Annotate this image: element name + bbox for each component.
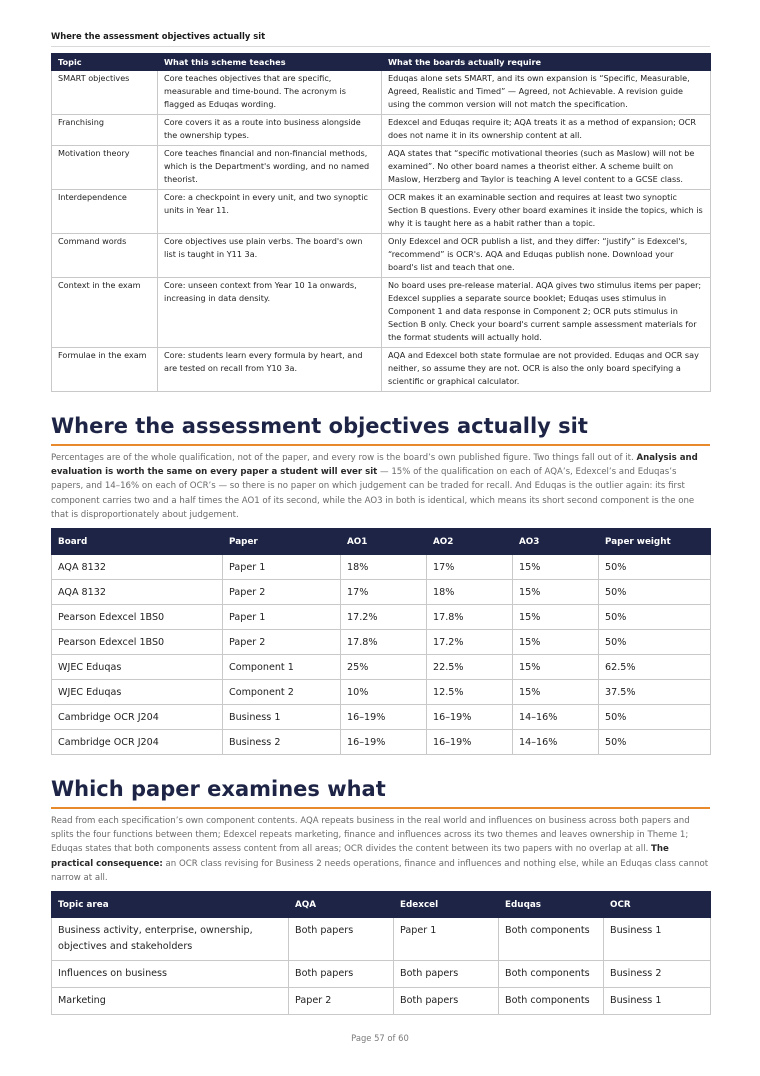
ao3-cell: 15% — [513, 680, 599, 705]
topic-cell: Context in the exam — [52, 278, 158, 348]
table-row — [52, 918, 711, 961]
column-header-topic-area: Topic area — [52, 892, 289, 918]
column-header-aqa: AQA — [289, 892, 394, 918]
column-header-paper: Paper — [223, 529, 341, 555]
column-header-topic: Topic — [52, 54, 158, 71]
board-cell: Cambridge OCR J204 — [52, 705, 223, 730]
ao3-cell: 15% — [513, 555, 599, 580]
ao3-cell: 15% — [513, 655, 599, 680]
table-row — [52, 555, 711, 580]
table-row — [52, 655, 711, 680]
boards-cell: Only Edexcel and OCR publish a list, and they differ: “justify” is Edexcel's, “recommend” is OCR's. AQA and Eduqas publish none. Download your board's list and teach that one. — [382, 234, 711, 278]
ocr-cell: Business 1 — [604, 918, 711, 961]
table-row — [52, 630, 711, 655]
paper-cell: Paper 1 — [223, 555, 341, 580]
column-header-ocr: OCR — [604, 892, 711, 918]
column-header-board: Board — [52, 529, 223, 555]
topic-cell: Command words — [52, 234, 158, 278]
topic-cell: Franchising — [52, 115, 158, 146]
column-header-paper-weight: Paper weight — [599, 529, 711, 555]
ao1-cell: 18% — [341, 555, 427, 580]
scheme-cell: Core: unseen context from Year 10 1a onwards, increasing in data density. — [158, 278, 382, 348]
table-header-row — [52, 54, 711, 71]
eduqas-cell: Both components — [499, 988, 604, 1015]
paper-cell: Business 1 — [223, 705, 341, 730]
ao2-cell: 18% — [427, 580, 513, 605]
table-header-row — [52, 529, 711, 555]
aqa-cell: Both papers — [289, 961, 394, 988]
column-header-scheme: What this scheme teaches — [158, 54, 382, 71]
paper-weight-cell: 50% — [599, 705, 711, 730]
paper-cell: Business 2 — [223, 730, 341, 755]
paper-weight-cell: 50% — [599, 580, 711, 605]
paper-cell: Component 1 — [223, 655, 341, 680]
eduqas-cell: Both components — [499, 918, 604, 961]
paper-cell: Paper 1 — [223, 605, 341, 630]
ocr-cell: Business 2 — [604, 961, 711, 988]
aqa-cell: Both papers — [289, 918, 394, 961]
paper-weight-cell: 50% — [599, 730, 711, 755]
topic-cell: Motivation theory — [52, 146, 158, 190]
column-header-edexcel: Edexcel — [394, 892, 499, 918]
table-row — [52, 234, 711, 278]
papers-section — [51, 777, 710, 1015]
topic-cell: Formulae in the exam — [52, 348, 158, 392]
table-row — [52, 961, 711, 988]
paper-cell: Paper 2 — [223, 630, 341, 655]
ao1-cell: 16–19% — [341, 705, 427, 730]
topic-area-cell: Marketing — [52, 988, 289, 1015]
board-cell: Pearson Edexcel 1BS0 — [52, 605, 223, 630]
table-row — [52, 605, 711, 630]
ao1-cell: 17.8% — [341, 630, 427, 655]
boards-cell: AQA states that “specific motivational theories (such as Maslow) will not be examined”. No other board names a theorist either. A scheme built on Maslow, Herzberg and Taylor is teaching A level content to a GCSE class. — [382, 146, 711, 190]
ao2-cell: 17.2% — [427, 630, 513, 655]
paper-weight-cell: 50% — [599, 555, 711, 580]
ao3-cell: 15% — [513, 580, 599, 605]
ao1-cell: 25% — [341, 655, 427, 680]
topic-cell: Interdependence — [52, 190, 158, 234]
topic-area-cell: Business activity, enterprise, ownership, objectives and stakeholders — [52, 918, 289, 961]
ao2-cell: 17% — [427, 555, 513, 580]
scheme-cell: Core teaches objectives that are specific, measurable and time-bound. The acronym is flagged as Eduqas wording. — [158, 71, 382, 115]
topic-cell: SMART objectives — [52, 71, 158, 115]
papers-intro-text-continued: an OCR class revising for Business 2 needs operations, finance and influences and nothing else, while an Eduqas class cannot narrow at all. — [51, 858, 709, 883]
assessment-objectives-table — [51, 528, 711, 755]
edexcel-cell: Both papers — [394, 988, 499, 1015]
board-cell: Cambridge OCR J204 — [52, 730, 223, 755]
scheme-cell: Core: a checkpoint in every unit, and two synoptic units in Year 11. — [158, 190, 382, 234]
table-row — [52, 705, 711, 730]
ao1-cell: 10% — [341, 680, 427, 705]
table-row — [52, 988, 711, 1015]
papers-intro-text: Read from each specification’s own component contents. AQA repeats business in the real world and influences on business across both papers and splits the four functions between them; Edexcel repeats marketing, finance and influences across its two themes and leaves ownership in Theme 1; Eduqas states that both components assess content from all areas; OCR divides the content between its two papers with no overlap at all. — [51, 816, 690, 855]
ao1-cell: 16–19% — [341, 730, 427, 755]
table-row — [52, 146, 711, 190]
boards-cell: AQA and Edexcel both state formulae are not provided. Eduqas and OCR say neither, so assume they are not. OCR is also the only board specifying a scientific or graphical calculator. — [382, 348, 711, 392]
ao-intro-text: Percentages are of the whole qualification, not of the paper, and every row is the board’s own published figure. Two things fall out of it. — [51, 453, 637, 463]
paper-weight-cell: 50% — [599, 605, 711, 630]
papers-intro-emphasis: The practical consequence: — [51, 844, 669, 869]
edexcel-cell: Both papers — [394, 961, 499, 988]
table-row — [52, 278, 711, 348]
ao2-cell: 22.5% — [427, 655, 513, 680]
scheme-cell: Core: students learn every formula by heart, and are tested on recall from Y10 3a. — [158, 348, 382, 392]
scheme-cell: Core covers it as a route into business alongside the ownership types. — [158, 115, 382, 146]
section-title-papers: Which paper examines what — [51, 777, 710, 809]
board-cell: Pearson Edexcel 1BS0 — [52, 630, 223, 655]
paper-cell: Paper 2 — [223, 580, 341, 605]
board-cell: WJEC Eduqas — [52, 680, 223, 705]
ao1-cell: 17.2% — [341, 605, 427, 630]
boards-cell: Eduqas alone sets SMART, and its own expansion is “Specific, Measurable, Agreed, Realistic and Timed” — Agreed, not Achievable. A revision guide using the common version will not match the specification. — [382, 71, 711, 115]
ao-intro-paragraph — [51, 451, 710, 522]
table-row — [52, 348, 711, 392]
column-header-ao1: AO1 — [341, 529, 427, 555]
topic-papers-table — [51, 891, 711, 1015]
aqa-cell: Paper 2 — [289, 988, 394, 1015]
comparison-table — [51, 53, 711, 392]
boards-cell: No board uses pre-release material. AQA gives two stimulus items per paper; Edexcel supplies a separate source booklet; Eduqas uses stimulus in Component 1 and data response in Component 2; OCR puts stimulus in Section B only. Check your board's current sample assessment materials for the format students will actually hold. — [382, 278, 711, 348]
ocr-cell: Business 1 — [604, 988, 711, 1015]
ao3-cell: 14–16% — [513, 730, 599, 755]
table-row — [52, 71, 711, 115]
ao3-cell: 15% — [513, 605, 599, 630]
scheme-cell: Core objectives use plain verbs. The board's own list is taught in Y11 3a. — [158, 234, 382, 278]
paper-weight-cell: 62.5% — [599, 655, 711, 680]
board-cell: AQA 8132 — [52, 580, 223, 605]
ao-section — [51, 414, 710, 755]
paper-cell: Component 2 — [223, 680, 341, 705]
boards-cell: OCR makes it an examinable section and requires at least two synoptic Section B questions. Every other board examines it inside the topics, which is why it is taught here as a habit rather than a topic. — [382, 190, 711, 234]
board-cell: AQA 8132 — [52, 555, 223, 580]
column-header-eduqas: Eduqas — [499, 892, 604, 918]
boards-cell: Edexcel and Eduqas require it; AQA treats it as a method of expansion; OCR does not name it in its ownership content at all. — [382, 115, 711, 146]
running-head: Where the assessment objectives actually sit — [51, 31, 710, 47]
table-row — [52, 115, 711, 146]
table-row — [52, 580, 711, 605]
board-cell: WJEC Eduqas — [52, 655, 223, 680]
ao2-cell: 16–19% — [427, 730, 513, 755]
ao-intro-text-continued: — 15% of the qualification on each of AQA’s, Edexcel’s and Eduqas’s papers, and 14–16% on each of OCR’s — so there is no paper on which judgement can be traded for recall. And Eduqas is the outlier again: its first component carries two and a half times the AO1 of its second, while the AO3 in both is identical, which means its short second component is the one that is disproportionately about judgement. — [51, 467, 695, 520]
table-row — [52, 190, 711, 234]
table-header-row — [52, 892, 711, 918]
page — [51, 0, 710, 1015]
page-number: Page 57 of 60 — [351, 1033, 409, 1043]
table-row — [52, 680, 711, 705]
topic-area-cell: Influences on business — [52, 961, 289, 988]
papers-intro-paragraph — [51, 814, 710, 885]
column-header-ao2: AO2 — [427, 529, 513, 555]
paper-weight-cell: 37.5% — [599, 680, 711, 705]
eduqas-cell: Both components — [499, 961, 604, 988]
ao3-cell: 14–16% — [513, 705, 599, 730]
scheme-cell: Core teaches financial and non-financial methods, which is the Department's wording, and no named theorist. — [158, 146, 382, 190]
paper-weight-cell: 50% — [599, 630, 711, 655]
ao2-cell: 17.8% — [427, 605, 513, 630]
column-header-ao3: AO3 — [513, 529, 599, 555]
ao1-cell: 17% — [341, 580, 427, 605]
ao2-cell: 12.5% — [427, 680, 513, 705]
edexcel-cell: Paper 1 — [394, 918, 499, 961]
ao2-cell: 16–19% — [427, 705, 513, 730]
column-header-boards: What the boards actually require — [382, 54, 711, 71]
section-title-ao: Where the assessment objectives actually sit — [51, 414, 710, 446]
table-row — [52, 730, 711, 755]
ao3-cell: 15% — [513, 630, 599, 655]
ao-intro-emphasis: Analysis and evaluation is worth the same on every paper a student will ever sit — [51, 453, 698, 478]
